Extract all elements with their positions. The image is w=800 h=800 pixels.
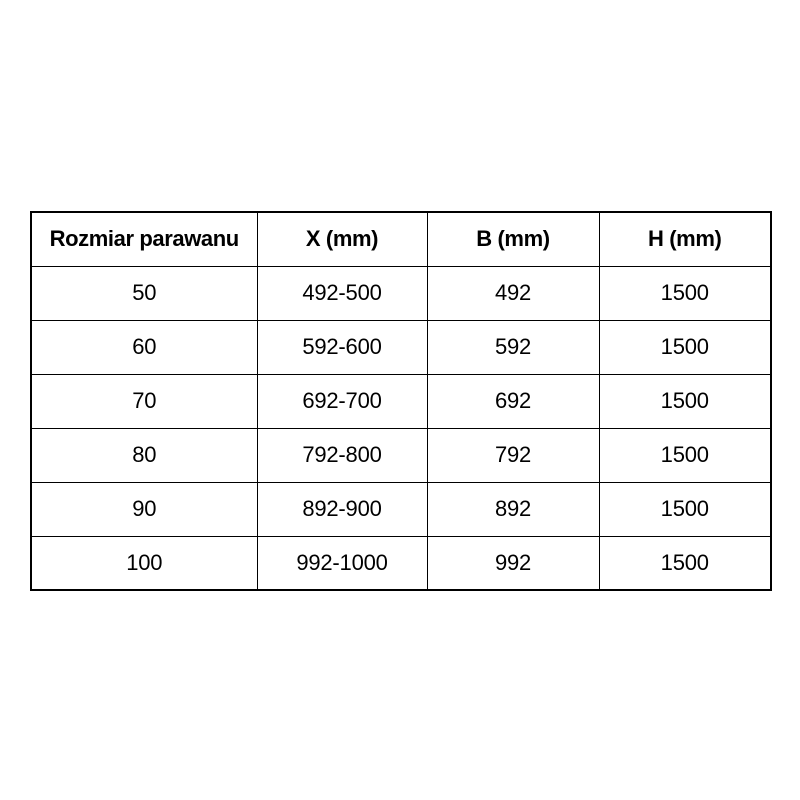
- cell-h: 1500: [599, 266, 771, 320]
- cell-h: 1500: [599, 482, 771, 536]
- cell-b: 492: [427, 266, 599, 320]
- cell-h: 1500: [599, 428, 771, 482]
- table-header-row: [31, 212, 771, 266]
- cell-b: 692: [427, 374, 599, 428]
- cell-x: 492-500: [257, 266, 427, 320]
- cell-x: 592-600: [257, 320, 427, 374]
- table-row: [31, 374, 771, 428]
- size-table: [30, 211, 772, 591]
- cell-rozmiar: 80: [31, 428, 257, 482]
- cell-h: 1500: [599, 320, 771, 374]
- cell-b: 992: [427, 536, 599, 590]
- cell-h: 1500: [599, 536, 771, 590]
- table-row: [31, 482, 771, 536]
- cell-x: 692-700: [257, 374, 427, 428]
- column-header-x-mm: X (mm): [257, 212, 427, 266]
- size-table-container: [30, 211, 770, 591]
- column-header-b-mm: B (mm): [427, 212, 599, 266]
- cell-x: 992-1000: [257, 536, 427, 590]
- cell-h: 1500: [599, 374, 771, 428]
- cell-x: 792-800: [257, 428, 427, 482]
- cell-x: 892-900: [257, 482, 427, 536]
- cell-rozmiar: 70: [31, 374, 257, 428]
- table-row: [31, 320, 771, 374]
- table-row: [31, 266, 771, 320]
- cell-b: 892: [427, 482, 599, 536]
- cell-rozmiar: 100: [31, 536, 257, 590]
- column-header-rozmiar-parawanu: Rozmiar parawanu: [31, 212, 257, 266]
- cell-b: 592: [427, 320, 599, 374]
- cell-rozmiar: 50: [31, 266, 257, 320]
- column-header-h-mm: H (mm): [599, 212, 771, 266]
- cell-rozmiar: 90: [31, 482, 257, 536]
- cell-rozmiar: 60: [31, 320, 257, 374]
- table-row: [31, 536, 771, 590]
- table-row: [31, 428, 771, 482]
- cell-b: 792: [427, 428, 599, 482]
